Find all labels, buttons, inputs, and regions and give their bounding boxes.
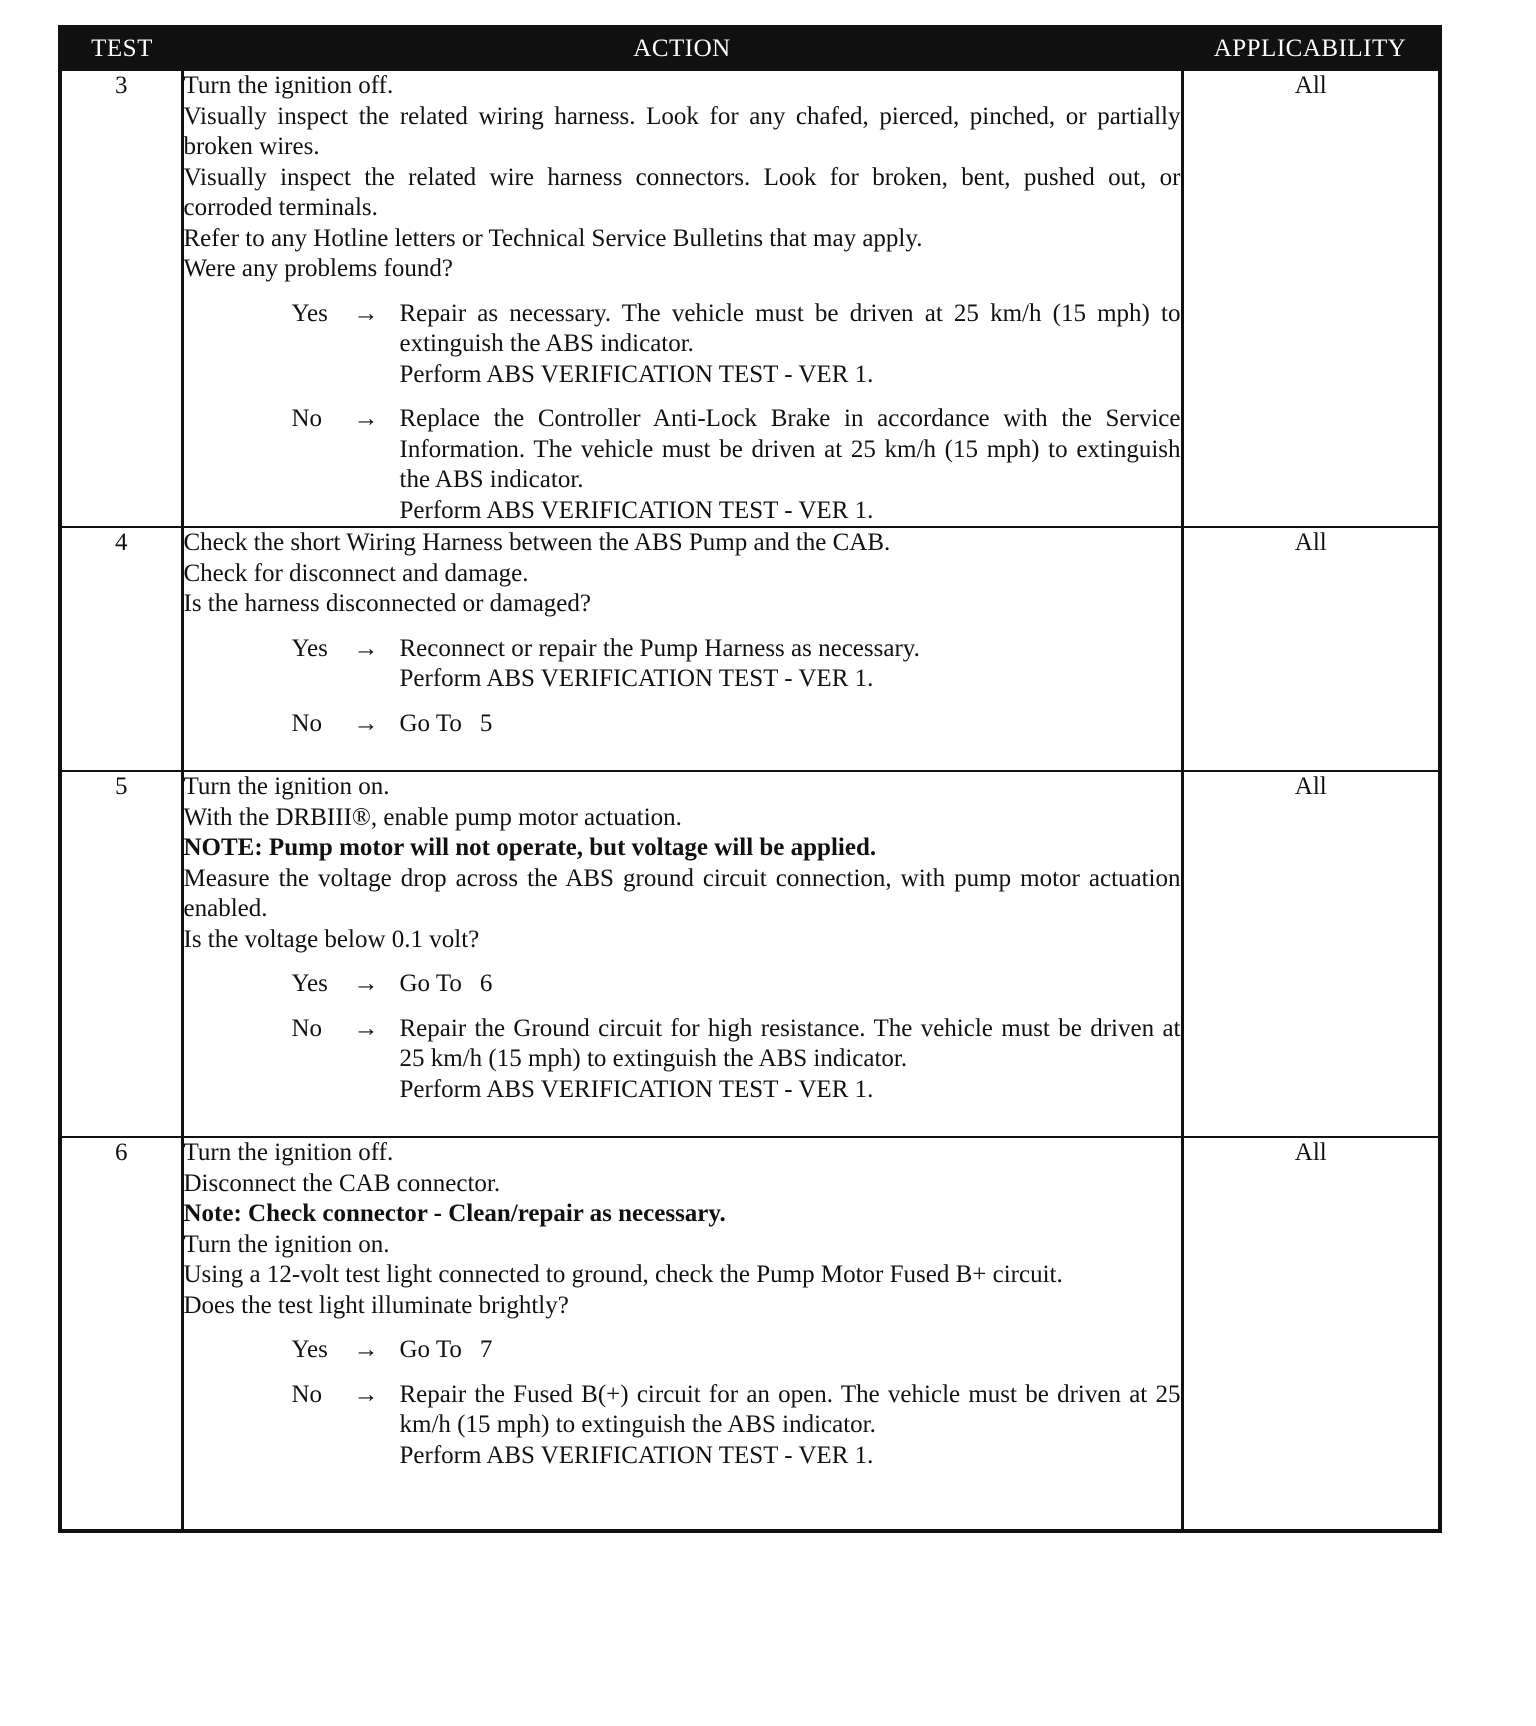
goto-text: Go To bbox=[399, 709, 462, 737]
arrow-icon: → bbox=[353, 1014, 379, 1042]
result-text: Perform ABS VERIFICATION TEST - VER 1. bbox=[399, 665, 874, 692]
action-cell bbox=[182, 1137, 1182, 1531]
no-result bbox=[184, 1380, 1181, 1472]
applicability-value: All bbox=[1182, 1137, 1440, 1531]
goto-number: 6 bbox=[479, 970, 493, 997]
action-line: Turn the ignition off. bbox=[183, 72, 394, 99]
diagnostic-table bbox=[58, 25, 1442, 1533]
action-note: NOTE: Pump motor will not operate, but voltage will be applied. bbox=[183, 834, 877, 861]
arrow-icon: → bbox=[353, 299, 379, 327]
action-line: Using a 12-volt test light connected to ground, check the Pump Motor Fused B+ circuit. bbox=[183, 1261, 1063, 1288]
diagnostic-page bbox=[58, 25, 1438, 1533]
no-label: No bbox=[291, 1014, 323, 1042]
arrow-icon: → bbox=[353, 634, 379, 662]
action-line: With the DRBIII®, enable pump motor actuation. bbox=[183, 803, 682, 831]
action-line: Visually inspect the related wiring harness. Look for any chafed, pierced, pinched, or partially broken wires. bbox=[183, 102, 1181, 160]
table-row bbox=[60, 1137, 1440, 1531]
action-cell bbox=[182, 527, 1182, 771]
result-text: Perform ABS VERIFICATION TEST - VER 1. bbox=[399, 496, 874, 524]
yes-label: Yes bbox=[291, 1336, 328, 1363]
action-cell bbox=[182, 771, 1182, 1137]
test-number: 3 bbox=[60, 70, 182, 527]
yes-label: Yes bbox=[291, 634, 328, 662]
action-line: Disconnect the CAB connector. bbox=[183, 1169, 501, 1197]
yes-result bbox=[184, 969, 1181, 1000]
arrow-icon: → bbox=[353, 970, 379, 997]
action-cell bbox=[182, 70, 1182, 527]
arrow-icon: → bbox=[353, 1380, 379, 1408]
arrow-icon: → bbox=[353, 709, 379, 737]
table-row bbox=[60, 70, 1440, 527]
no-label: No bbox=[291, 1380, 323, 1408]
result-text: Perform ABS VERIFICATION TEST - VER 1. bbox=[399, 1441, 874, 1469]
no-result bbox=[184, 1014, 1181, 1106]
applicability-value: All bbox=[1182, 70, 1440, 527]
yes-label: Yes bbox=[291, 299, 328, 327]
result-text: Reconnect or repair the Pump Harness as necessary. bbox=[399, 634, 920, 662]
yes-result bbox=[184, 299, 1181, 391]
result-text: Repair the Fused B(+) circuit for an open. The vehicle must be driven at 25 km/h (15 mph) to extinguish the ABS indicator. bbox=[399, 1380, 1181, 1438]
result-text: Replace the Controller Anti-Lock Brake in accordance with the Service Information. The vehicle must be driven at 25 km/h (15 mph) to extinguish the ABS indicator. bbox=[399, 405, 1181, 493]
action-note: Note: Check connector - Clean/repair as necessary. bbox=[183, 1200, 726, 1227]
applicability-value: All bbox=[1182, 771, 1440, 1137]
header-test: TEST bbox=[60, 27, 182, 70]
result-text: Perform ABS VERIFICATION TEST - VER 1. bbox=[399, 1075, 874, 1103]
test-number: 5 bbox=[60, 771, 182, 1137]
action-line: Turn the ignition on. bbox=[183, 773, 390, 800]
header-action: ACTION bbox=[182, 27, 1182, 70]
no-label: No bbox=[291, 709, 323, 737]
action-question: Does the test light illuminate brightly? bbox=[183, 1291, 569, 1319]
result-text: Perform ABS VERIFICATION TEST - VER 1. bbox=[399, 360, 874, 388]
action-question: Is the voltage below 0.1 volt? bbox=[183, 925, 480, 953]
result-text: Repair the Ground circuit for high resistance. The vehicle must be driven at 25 km/h (15 mph) to extinguish the ABS indicator. bbox=[399, 1014, 1181, 1072]
table-row bbox=[60, 527, 1440, 771]
test-number: 6 bbox=[60, 1137, 182, 1531]
table-header-row bbox=[60, 27, 1440, 70]
action-line: Check the short Wiring Harness between the ABS Pump and the CAB. bbox=[183, 529, 891, 556]
action-question: Is the harness disconnected or damaged? bbox=[183, 590, 591, 617]
action-line: Visually inspect the related wire harness connectors. Look for broken, bent, pushed out, or corroded terminals. bbox=[183, 163, 1181, 221]
goto-number: 5 bbox=[479, 709, 493, 737]
yes-label: Yes bbox=[291, 970, 328, 997]
test-number: 4 bbox=[60, 527, 182, 771]
action-question: Were any problems found? bbox=[183, 255, 453, 282]
header-applicability: APPLICABILITY bbox=[1182, 27, 1440, 70]
arrow-icon: → bbox=[353, 405, 379, 432]
action-line: Check for disconnect and damage. bbox=[183, 559, 529, 587]
action-line: Measure the voltage drop across the ABS ground circuit connection, with pump motor actuation enabled. bbox=[183, 864, 1181, 922]
action-line: Turn the ignition off. bbox=[183, 1139, 394, 1166]
no-label: No bbox=[291, 405, 323, 432]
no-result bbox=[184, 709, 1181, 740]
yes-result bbox=[184, 1335, 1181, 1366]
action-line: Refer to any Hotline letters or Technical Service Bulletins that may apply. bbox=[183, 224, 923, 252]
goto-text: Go To bbox=[399, 1336, 462, 1363]
result-text: Repair as necessary. The vehicle must be driven at 25 km/h (15 mph) to extinguish the ABS indicator. bbox=[399, 299, 1181, 357]
applicability-value: All bbox=[1182, 527, 1440, 771]
no-result bbox=[184, 404, 1181, 526]
table-row bbox=[60, 771, 1440, 1137]
arrow-icon: → bbox=[353, 1336, 379, 1363]
action-line: Turn the ignition on. bbox=[183, 1230, 390, 1258]
yes-result bbox=[184, 634, 1181, 695]
goto-text: Go To bbox=[399, 970, 462, 997]
goto-number: 7 bbox=[479, 1336, 493, 1363]
